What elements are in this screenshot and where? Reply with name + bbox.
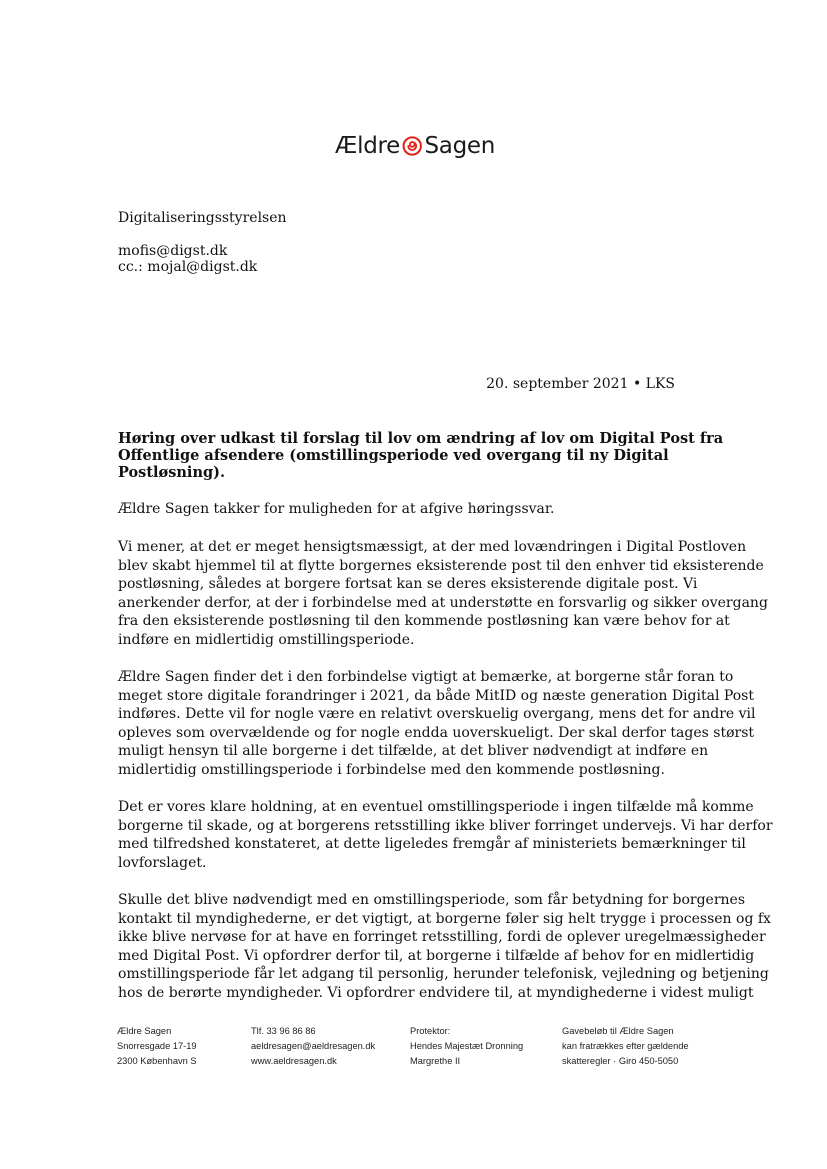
heading-line: Høring over udkast til forslag til lov om ændring af lov om Digital Post fra bbox=[118, 430, 724, 447]
spiral-logo-icon bbox=[402, 133, 422, 159]
footer-website-link[interactable]: www.aeldresagen.dk bbox=[251, 1056, 337, 1066]
paragraph-line: ikke blive nervøse for at have en forringet retsstilling, fordi de oplever uregelmæssigheder bbox=[118, 929, 766, 946]
document-heading bbox=[118, 430, 723, 481]
footer-line: Gavebeløb til Ældre Sagen bbox=[562, 1026, 674, 1036]
footer-address bbox=[117, 1024, 197, 1069]
paragraph-line: blev skabt hjemmel til at flytte borgernes eksisterende post til den enhver tid eksisterende bbox=[118, 557, 764, 574]
recipient-name: Digitaliseringsstyrelsen bbox=[118, 210, 287, 226]
paragraph-line: kontakt til myndighederne, er det vigtigt, at borgerne føler sig helt trygge i processen og fx bbox=[118, 910, 771, 927]
paragraph-line: meget store digitale forandringer i 2021, da både MitID og næste generation Digital Post bbox=[118, 687, 754, 704]
cc-email: cc.: mojal@digst.dk bbox=[118, 259, 258, 275]
paragraph-line: lovforslaget. bbox=[118, 854, 207, 871]
paragraph-line: borgerne til skade, og at borgerens retsstilling ikke bliver forringet undervejs. Vi har derfor bbox=[118, 817, 773, 834]
footer-protector bbox=[410, 1024, 523, 1069]
paragraph-5 bbox=[118, 891, 771, 1003]
heading-line: Offentlige afsendere (omstillingsperiode ved overgang til ny Digital bbox=[118, 447, 669, 464]
paragraph-4 bbox=[118, 798, 773, 872]
page-footer bbox=[0, 1024, 827, 1074]
paragraph-line: indføre en midlertidig omstillingsperiode. bbox=[118, 631, 415, 648]
recipient-email: mofis@digst.dk bbox=[118, 243, 228, 259]
date-and-initials: 20. september 2021 • LKS bbox=[486, 376, 675, 392]
logo-word-sagen: Sagen bbox=[424, 133, 495, 159]
footer-line: Ældre Sagen bbox=[117, 1026, 172, 1036]
aeldre-sagen-logo bbox=[335, 130, 495, 162]
paragraph-line: Vi mener, at det er meget hensigtsmæssigt, at der med lovændringen i Digital Postloven bbox=[118, 539, 747, 555]
paragraph-line: opleves som overvældende og for nogle endda uoverskueligt. Der skal derfor tages størst bbox=[118, 724, 755, 741]
footer-phone: Tlf. 33 96 86 86 bbox=[251, 1026, 316, 1036]
paragraph-2 bbox=[118, 538, 768, 650]
paragraph-line: indføres. Dette vil for nogle være en relativt overskuelig overgang, mens det for andre vil bbox=[118, 706, 756, 723]
footer-line: Margrethe II bbox=[410, 1056, 461, 1066]
footer-donation bbox=[562, 1024, 689, 1069]
recipient-block bbox=[118, 210, 287, 226]
paragraph-line: anerkender derfor, at der i forbindelse med at understøtte en forsvarlig og sikker overgang bbox=[118, 594, 768, 611]
paragraph-line: Ældre Sagen takker for muligheden for at afgive høringssvar. bbox=[118, 501, 555, 517]
footer-line: skatteregler · Giro 450-5050 bbox=[562, 1056, 679, 1066]
footer-line: Hendes Majestæt Dronning bbox=[410, 1041, 524, 1051]
paragraph-line: Det er vores klare holdning, at en eventuel omstillingsperiode i ingen tilfælde må komme bbox=[118, 799, 754, 815]
heading-line: Postløsning). bbox=[118, 464, 226, 481]
paragraph-intro bbox=[118, 500, 555, 519]
footer-contact bbox=[251, 1024, 375, 1069]
paragraph-line: med tilfredshed konstateret, at dette ligeledes fremgår af ministeriets bemærkninger til bbox=[118, 836, 746, 853]
logo-word-aeldre: Ældre bbox=[335, 133, 400, 159]
footer-email-link[interactable]: aeldresagen@aeldresagen.dk bbox=[251, 1041, 376, 1051]
paragraph-line: hos de berørte myndigheder. Vi opfordrer endvidere til, at myndighederne i videst muligt bbox=[118, 984, 754, 1001]
paragraph-line: fra den eksisterende postløsning til den kommende postløsning kan være behov for at bbox=[118, 613, 730, 630]
paragraph-line: postløsning, således at borgere fortsat kan se deres eksisterende digitale post. Vi bbox=[118, 576, 698, 593]
footer-line: Snorresgade 17-19 bbox=[117, 1041, 197, 1051]
paragraph-line: med Digital Post. Vi opfordrer derfor til, at borgerne i tilfælde af behov for en midlertidig bbox=[118, 947, 755, 964]
footer-line: 2300 København S bbox=[117, 1056, 197, 1066]
paragraph-3 bbox=[118, 668, 756, 780]
paragraph-line: Skulle det blive nødvendigt med en omstillingsperiode, som får betydning for borgernes bbox=[118, 892, 746, 908]
recipient-emails bbox=[118, 243, 257, 275]
paragraph-line: muligt hensyn til alle borgerne i det tilfælde, at det bliver nødvendigt at indføre en bbox=[118, 743, 709, 760]
paragraph-line: Ældre Sagen finder det i den forbindelse vigtigt at bemærke, at borgerne står foran to bbox=[118, 669, 734, 685]
paragraph-line: omstillingsperiode får let adgang til personlig, herunder telefonisk, vejledning og betjening bbox=[118, 966, 769, 983]
footer-line: Protektor: bbox=[410, 1026, 451, 1036]
footer-line: kan fratrækkes efter gældende bbox=[562, 1041, 689, 1051]
paragraph-line: midlertidig omstillingsperiode i forbindelse med den kommende postløsning. bbox=[118, 761, 665, 778]
